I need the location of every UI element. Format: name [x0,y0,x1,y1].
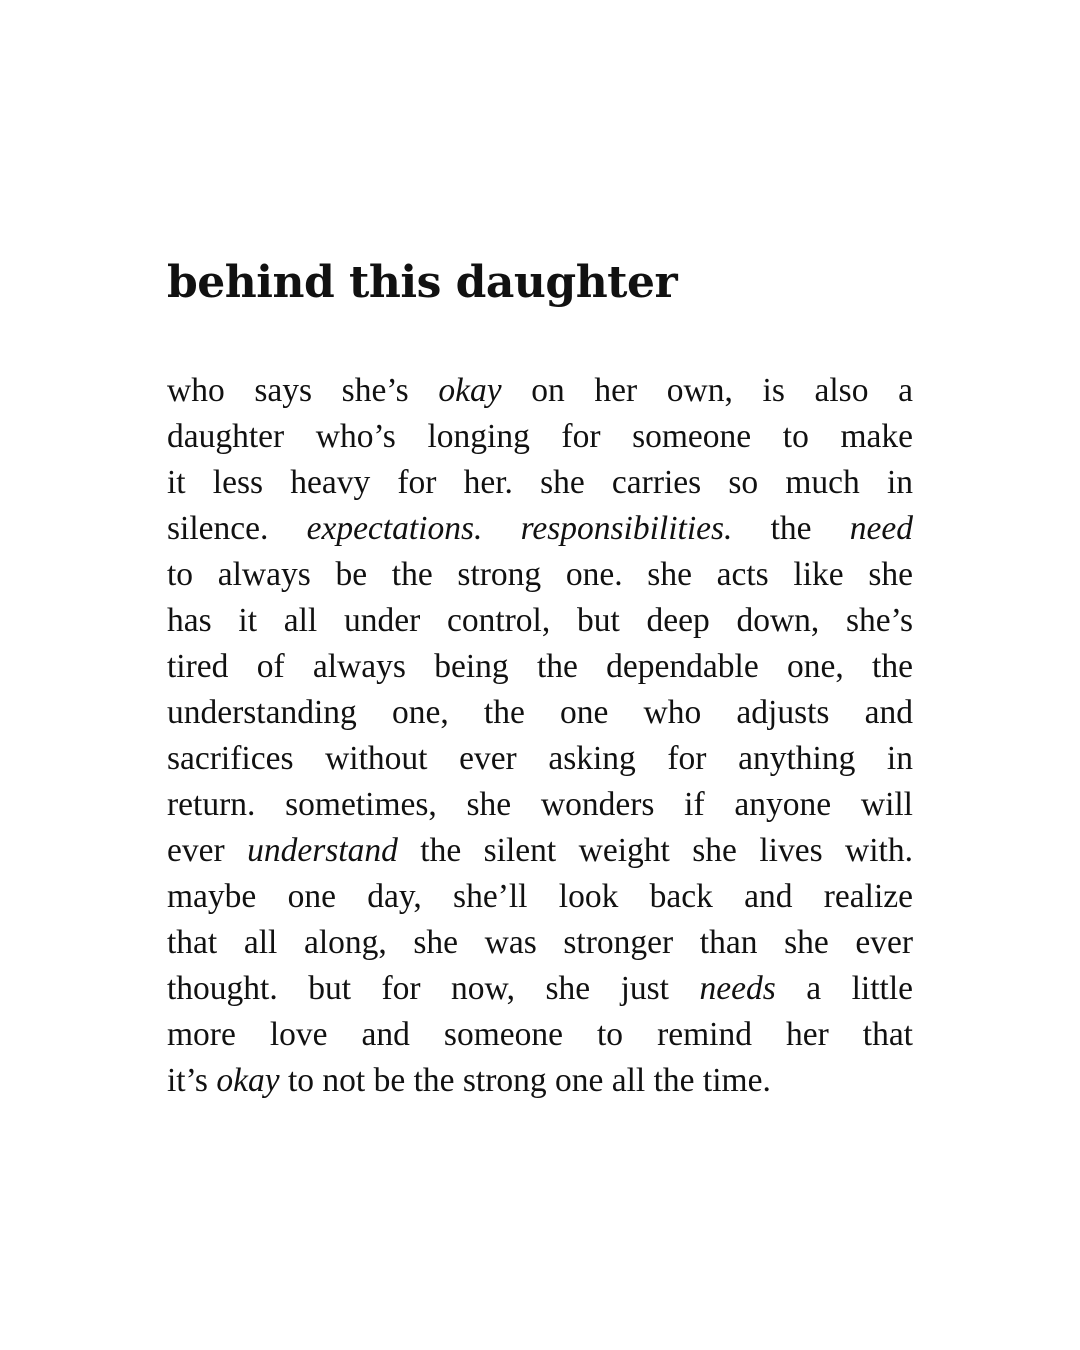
body-text-run: on her own, is also a [501,372,913,409]
emphasis-text: needs [699,970,776,1007]
body-line [167,598,913,644]
post-title: behind this daughter [167,257,678,308]
body-line [167,414,913,460]
body-line [167,966,913,1012]
body-line [167,1012,913,1058]
body-text-run: who says she’s [167,372,439,409]
body-text-run: a little [775,970,913,1007]
post-body [167,368,913,1104]
body-line [167,460,913,506]
body-text-run: return. sometimes, she wonders if anyone will [167,786,913,823]
body-line [167,782,913,828]
body-text-run: sacrifices without ever asking for anything in [167,740,913,777]
body-text-run: daughter who’s longing for someone to make [167,418,913,455]
body-text-run: understanding one, the one who adjusts and [167,694,913,731]
body-text-run: it less heavy for her. she carries so much in [167,464,913,501]
body-text-run: tired of always being the dependable one, the [167,648,913,685]
emphasis-text: expectations. responsibilities. [306,510,733,547]
body-line [167,920,913,966]
body-line [167,1058,913,1104]
body-text-run: more love and someone to remind her that [167,1016,913,1053]
body-text-run: the [732,510,850,547]
emphasis-text: need [849,510,913,547]
body-text-run: to not be the strong one all the time. [279,1062,771,1099]
body-line [167,506,913,552]
body-text-run: thought. but for now, she just [167,970,700,1007]
body-line [167,736,913,782]
body-line [167,368,913,414]
body-line [167,690,913,736]
body-text-run: has it all under control, but deep down, she’s [167,602,913,639]
post-content [167,252,913,1104]
emphasis-text: okay [438,372,502,409]
emphasis-text: understand [247,832,398,869]
body-text-run: it’s [167,1062,217,1099]
body-text-run: silence. [167,510,307,547]
emphasis-text: okay [216,1062,280,1099]
body-line [167,874,913,920]
body-text-run: to always be the strong one. she acts like she [167,556,913,593]
body-line [167,552,913,598]
body-line [167,644,913,690]
body-text-run: maybe one day, she’ll look back and realize [167,878,913,915]
body-text-run: the silent weight she lives with. [397,832,913,869]
body-text-run: that all along, she was stronger than she ever [167,924,913,961]
body-line [167,828,913,874]
body-text-run: ever [167,832,248,869]
